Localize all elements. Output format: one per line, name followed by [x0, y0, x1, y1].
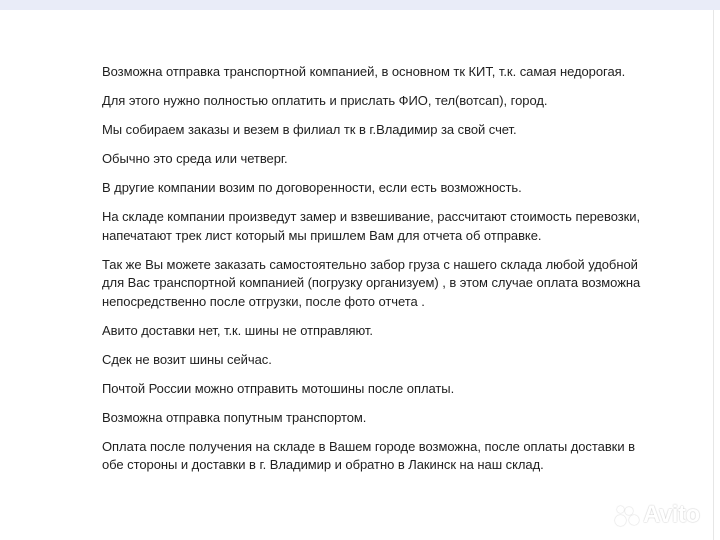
- text-line: Обычно это среда или четверг.: [102, 151, 288, 166]
- text-line: В другие компании возим по договоренности, если есть возможность.: [102, 180, 522, 195]
- right-edge-divider: [713, 10, 714, 540]
- top-band: [0, 0, 720, 10]
- text-line: Так же Вы можете заказать самостоятельно забор груза с нашего склада любой удобной: [102, 256, 638, 272]
- paragraph-other-companies: [102, 179, 692, 198]
- paragraph-shipping-company: [102, 63, 692, 82]
- paragraph-collection: [102, 121, 692, 140]
- paragraph-payment-on-receipt: [102, 438, 692, 475]
- paragraph-warehouse-measure: [102, 208, 692, 245]
- avito-watermark: [614, 500, 700, 530]
- text-line: На складе компании произведут замер и взвешивание, рассчитают стоимость перевозки,: [102, 209, 641, 224]
- document-body: [102, 63, 692, 485]
- text-line: Авито доставки нет, т.к. шины не отправляют.: [102, 322, 373, 338]
- text-line: Сдек не возит шины сейчас.: [102, 351, 272, 367]
- avito-logo-text: Avito: [643, 501, 700, 528]
- paragraph-russian-post: [102, 380, 692, 399]
- paragraph-payment-requirements: [102, 92, 692, 111]
- paragraph-passing-transport: [102, 409, 692, 428]
- paragraph-avito-delivery: [102, 322, 692, 341]
- text-line: Оплата после получения на складе в Вашем городе возможна, после оплаты доставки в: [102, 438, 635, 454]
- paragraph-self-pickup: [102, 256, 692, 312]
- text-line: напечатают трек лист который мы пришлем Вам для отчета об отправке.: [102, 227, 542, 243]
- text-line: Почтой России можно отправить мотошины после оплаты.: [102, 380, 455, 396]
- text-line: Возможна отправка попутным транспортом.: [102, 409, 367, 425]
- text-line: Возможна отправка транспортной компанией, в основном тк КИТ, т.к. самая недорогая.: [102, 64, 626, 79]
- text-line: Мы собираем заказы и везем в филиал тк в г.Владимир за свой счет.: [102, 122, 517, 137]
- paragraph-schedule: [102, 150, 692, 169]
- avito-dots-icon: [614, 503, 640, 527]
- text-line: обе стороны и доставки в г. Владимир и обратно в Лакинск на наш склад.: [102, 457, 544, 472]
- paragraph-cdek: [102, 351, 692, 370]
- text-line: Для этого нужно полностью оплатить и прислать ФИО, тел(вотсап), город.: [102, 93, 548, 108]
- text-line: непосредственно после отгрузки, после фото отчета .: [102, 293, 425, 309]
- text-line: для Вас транспортной компанией (погрузку организуем) , в этом случае оплата возможна: [102, 275, 641, 290]
